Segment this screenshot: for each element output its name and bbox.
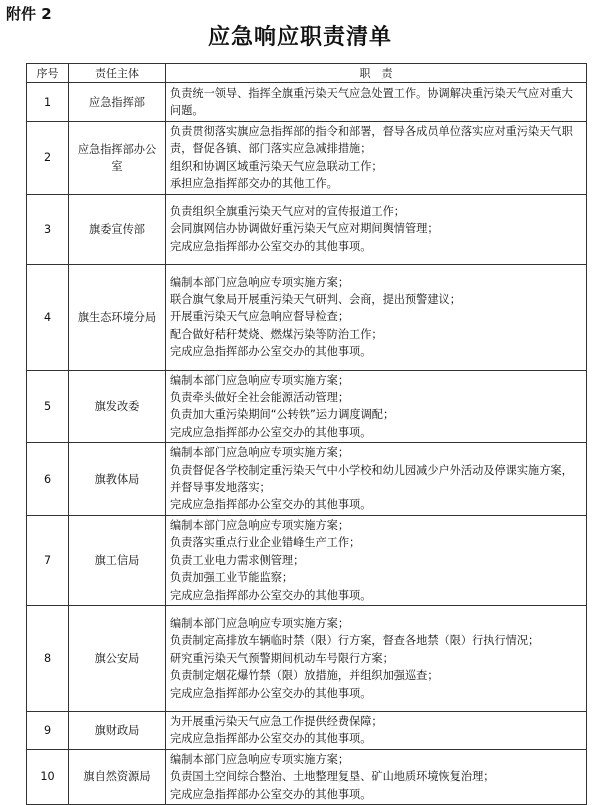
duty-item: 完成应急指挥部办公室交办的其他事项。: [170, 732, 372, 746]
duty-item: 联合旗气象局开展重污染天气研判、会商，提出预警建议；: [170, 293, 461, 307]
table-row: [27, 515, 587, 605]
duty-item: 完成应急指挥部办公室交办的其他事项。: [170, 588, 372, 602]
duty-item: 配合做好秸秆焚烧、燃煤污染等防治工作；: [170, 327, 383, 341]
duty-item: 完成应急指挥部办公室交办的其他事项。: [170, 425, 372, 439]
duty-item: 编制本部门应急响应专项实施方案；: [170, 373, 350, 387]
duty-item: 完成应急指挥部办公室交办的其他事项。: [170, 345, 372, 359]
responsible-subject: 旗财政局: [69, 711, 166, 749]
responsible-subject: 旗公安局: [69, 605, 166, 711]
table-row: [27, 605, 587, 711]
row-number: 9: [27, 711, 69, 749]
duty-item: 编制本部门应急响应专项实施方案；: [170, 275, 350, 289]
duty-item: 编制本部门应急响应专项实施方案；: [170, 446, 350, 460]
table-row: [27, 83, 587, 122]
header-number: 序号: [27, 64, 69, 83]
duty-item: 负责制定高排放车辆临时禁（限）行方案，督查各地禁（限）行执行情况；: [170, 634, 540, 648]
duty-item: 研究重污染天气预警期间机动车号限行方案；: [170, 651, 394, 665]
row-number: 1: [27, 83, 69, 122]
table-row: [27, 749, 587, 804]
duty-item: 会同旗网信办协调做好重污染天气应对期间舆情管理；: [170, 222, 439, 236]
duty-item: 完成应急指挥部办公室交办的其他事项。: [170, 686, 372, 700]
header-subject: 责任主体: [69, 64, 166, 83]
duty-item: 完成应急指挥部办公室交办的其他事项。: [170, 239, 372, 253]
table-row: [27, 122, 587, 195]
table-row: [27, 264, 587, 370]
responsible-subject: 旗工信局: [69, 515, 166, 605]
duty-item: 负责加强工业节能监察；: [170, 571, 294, 585]
row-number: 3: [27, 194, 69, 264]
duties-cell: [166, 711, 587, 749]
responsible-subject: 旗自然资源局: [69, 749, 166, 804]
row-number: 5: [27, 370, 69, 443]
attachment-label: 附件 2: [6, 5, 52, 23]
duties-cell: [166, 515, 587, 605]
duty-item: 负责督促各学校制定重污染天气中小学校和幼儿园减少户外活动及停课实施方案，并督导事发地落实；: [170, 463, 573, 495]
duties-cell: [166, 370, 587, 443]
duties-cell: [166, 122, 587, 195]
duty-item: 承担应急指挥部交办的其他工作。: [170, 177, 338, 191]
row-number: 7: [27, 515, 69, 605]
duty-item: 负责组织全旗重污染天气应对的宣传报道工作；: [170, 205, 405, 219]
duty-item: 负责制定烟花爆竹禁（限）放措施，并组织加强巡查；: [170, 669, 439, 683]
row-number: 6: [27, 443, 69, 516]
row-number: 2: [27, 122, 69, 195]
duty-item: 编制本部门应急响应专项实施方案；: [170, 616, 350, 630]
responsible-subject: 旗发改委: [69, 370, 166, 443]
row-number: 4: [27, 264, 69, 370]
responsible-subject: 旗委宣传部: [69, 194, 166, 264]
responsible-subject: 应急指挥部: [69, 83, 166, 122]
duty-item: 开展重污染天气应急响应督导检查；: [170, 310, 350, 324]
duty-item: 负责加大重污染期间“公转铁”运力调度调配；: [170, 408, 395, 422]
duty-item: 完成应急指挥部办公室交办的其他事项。: [170, 498, 372, 512]
table-row: [27, 711, 587, 749]
row-number: 8: [27, 605, 69, 711]
responsible-subject: 应急指挥部办公室: [69, 122, 166, 195]
duty-item: 负责贯彻落实旗应急指挥部的指令和部署，督导各成员单位落实应对重污染天气职责，督促各镇、部门落实应急减排措施；: [170, 125, 573, 156]
responsible-subject: 旗生态环境分局: [69, 264, 166, 370]
duty-item: 为开展重污染天气应急工作提供经费保障；: [170, 714, 383, 728]
duties-cell: [166, 605, 587, 711]
duty-item: 负责工业电力需求侧管理；: [170, 553, 305, 567]
duty-item: 完成应急指挥部办公室交办的其他事项。: [170, 787, 372, 801]
responsible-subject: 旗教体局: [69, 443, 166, 516]
table-row: [27, 443, 587, 516]
duty-item: 编制本部门应急响应专项实施方案；: [170, 752, 350, 766]
table-header-row: [27, 64, 587, 83]
page-title: 应急响应职责清单: [207, 24, 392, 50]
row-number: 10: [27, 749, 69, 804]
header-duties: 职 责: [166, 64, 587, 83]
duties-cell: [166, 443, 587, 516]
duty-item: 负责牵头做好全社会能源活动管理；: [170, 391, 350, 405]
duty-item: 编制本部门应急响应专项实施方案；: [170, 518, 350, 532]
duties-cell: [166, 194, 587, 264]
responsibility-table: [26, 63, 587, 805]
duty-item: 负责落实重点行业企业错峰生产工作；: [170, 536, 361, 550]
table-row: [27, 194, 587, 264]
duties-cell: [166, 749, 587, 804]
duty-item: 负责国土空间综合整治、土地整理复垦、矿山地质环境恢复治理；: [170, 770, 495, 784]
duty-item: 负责统一领导、指挥全旗重污染天气应急处置工作。协调解决重污染天气应对重大问题。: [170, 86, 573, 117]
table-row: [27, 370, 587, 443]
duties-cell: [166, 83, 587, 122]
duties-cell: [166, 264, 587, 370]
duty-item: 组织和协调区域重污染天气应急联动工作；: [170, 159, 383, 173]
